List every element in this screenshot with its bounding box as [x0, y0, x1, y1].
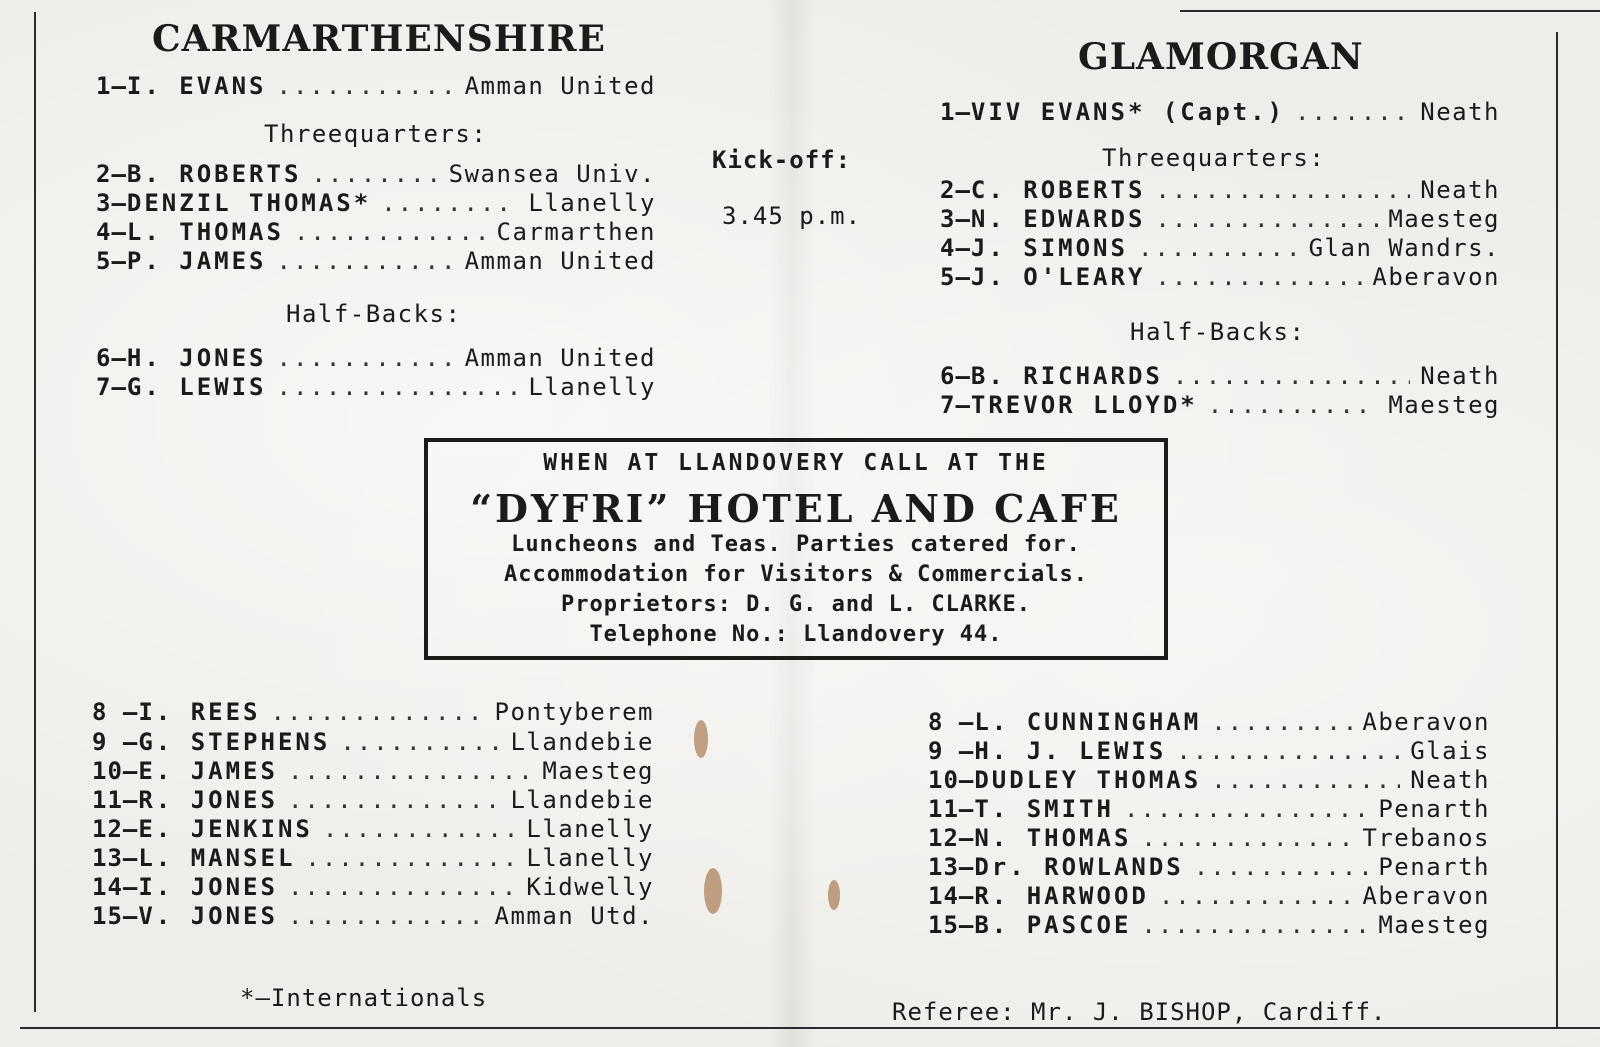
advert-hotel-name: “DYFRI” HOTEL AND CAFE	[470, 486, 1122, 531]
glamorgan-player-row	[940, 391, 1500, 421]
player-name: I. JONES	[138, 873, 278, 901]
dot-leader	[1138, 234, 1299, 262]
player-club: Neath	[1410, 766, 1490, 794]
player-number: 3—	[96, 189, 127, 217]
player-name: J. SIMONS	[970, 234, 1128, 262]
player-name: Dr. ROWLANDS	[974, 853, 1184, 881]
player-number: 8 —	[928, 708, 975, 736]
player-number: 9 —	[928, 737, 975, 765]
internationals-footnote: *—Internationals	[240, 984, 488, 1012]
player-club: Neath	[1420, 362, 1500, 390]
player-name: E. JENKINS	[138, 815, 313, 843]
player-number: 6—	[940, 362, 971, 390]
player-number: 11—	[928, 795, 975, 823]
carmarthenshire-player-row	[96, 218, 656, 248]
player-name: R. HARWOOD	[974, 882, 1149, 910]
player-number: 15—	[92, 902, 139, 930]
player-name: I. EVANS	[126, 72, 267, 100]
player-number: 7—	[96, 373, 127, 401]
glamorgan-player-row	[928, 824, 1490, 854]
player-club: Llanelly	[528, 373, 656, 401]
top-border-rule	[1180, 10, 1600, 12]
carmarthenshire-player-row	[96, 189, 656, 219]
player-club: Llandebie	[510, 786, 654, 814]
glamorgan-threequarters-label: Threequarters:	[1102, 144, 1326, 172]
dot-leader	[277, 247, 455, 275]
player-club: Amman United	[464, 344, 656, 372]
player-number: 15—	[928, 911, 975, 939]
advert-headline: WHEN AT LLANDOVERY CALL AT THE	[543, 450, 1049, 476]
dot-leader	[288, 902, 485, 930]
carmarthenshire-player-row	[92, 844, 654, 874]
dot-leader	[277, 373, 519, 401]
player-club: Aberavon	[1372, 263, 1500, 291]
player-number: 13—	[928, 853, 975, 881]
player-number: 12—	[928, 824, 975, 852]
glamorgan-player-row	[940, 263, 1500, 293]
player-number: 12—	[92, 815, 139, 843]
player-name: L. THOMAS	[126, 218, 284, 246]
player-club: Trebanos	[1362, 824, 1490, 852]
dot-leader	[288, 786, 501, 814]
player-number: 14—	[928, 882, 975, 910]
left-border-rule	[34, 12, 36, 1012]
player-club: Llanelly	[526, 815, 654, 843]
dot-leader	[1208, 391, 1379, 419]
player-club: Llanelly	[526, 844, 654, 872]
player-name: H. JONES	[126, 344, 267, 372]
dot-leader	[1194, 853, 1369, 881]
glamorgan-player-row	[940, 205, 1500, 235]
player-name: V. JONES	[138, 902, 278, 930]
carmarthenshire-player-row	[92, 815, 654, 845]
player-club: Amman Utd.	[494, 902, 654, 930]
dot-leader	[311, 160, 438, 188]
player-club: Aberavon	[1362, 882, 1490, 910]
player-name: G. LEWIS	[126, 373, 267, 401]
dot-leader	[305, 844, 516, 872]
player-number: 4—	[96, 218, 127, 246]
dot-leader	[271, 698, 485, 726]
glamorgan-player-row	[940, 234, 1500, 264]
dot-leader	[1176, 737, 1400, 765]
player-number: 2—	[940, 176, 971, 204]
player-club: Neath	[1420, 98, 1500, 126]
player-club: Swansea Univ.	[448, 160, 656, 188]
dot-leader	[1173, 362, 1410, 390]
glamorgan-player-row	[928, 708, 1490, 738]
player-name: G. STEPHENS	[138, 728, 331, 756]
player-name: J. O'LEARY	[970, 263, 1146, 291]
player-name: T. SMITH	[974, 795, 1114, 823]
player-club: Carmarthen	[496, 218, 656, 246]
glamorgan-player-row	[928, 911, 1490, 941]
dot-leader	[277, 72, 455, 100]
player-club: Penarth	[1378, 853, 1490, 881]
player-club: Penarth	[1378, 795, 1490, 823]
dot-leader	[340, 728, 500, 756]
player-name: C. ROBERTS	[970, 176, 1146, 204]
carmarthenshire-player-row	[92, 902, 654, 932]
player-number: 8 —	[92, 698, 139, 726]
player-name: TREVOR LLOYD*	[970, 391, 1198, 419]
player-number: 9 —	[92, 728, 139, 756]
player-club: Kidwelly	[526, 873, 654, 901]
player-club: Amman United	[464, 72, 656, 100]
player-name: P. JAMES	[126, 247, 267, 275]
player-name: B. ROBERTS	[126, 160, 302, 188]
player-number: 7—	[940, 391, 971, 419]
dot-leader	[323, 815, 517, 843]
referee-line: Referee: Mr. J. BISHOP, Cardiff.	[892, 998, 1387, 1026]
player-name: N. THOMAS	[974, 824, 1132, 852]
right-border-rule	[1556, 32, 1558, 1027]
hotel-advert-box	[424, 438, 1168, 660]
player-number: 1—	[96, 72, 127, 100]
glamorgan-player-row	[940, 98, 1500, 128]
player-name: I. REES	[138, 698, 261, 726]
stain-mark	[704, 868, 722, 914]
glamorgan-player-row	[928, 766, 1490, 796]
player-number: 3—	[940, 205, 971, 233]
player-club: Maesteg	[1388, 391, 1500, 419]
player-name: L. CUNNINGHAM	[974, 708, 1202, 736]
player-name: H. J. LEWIS	[974, 737, 1167, 765]
player-club: Aberavon	[1362, 708, 1490, 736]
carmarthenshire-player-row	[92, 698, 654, 728]
player-name: E. JAMES	[138, 757, 278, 785]
player-number: 13—	[92, 844, 139, 872]
player-club: Glais	[1410, 737, 1490, 765]
glamorgan-player-row	[928, 737, 1490, 767]
glamorgan-player-row	[928, 882, 1490, 912]
glamorgan-player-row	[928, 795, 1490, 825]
carmarthenshire-player-row	[96, 247, 656, 277]
dot-leader	[1155, 176, 1410, 204]
player-club: Amman United	[464, 247, 656, 275]
player-number: 10—	[92, 757, 139, 785]
stain-mark	[828, 880, 840, 910]
carmarthenshire-threequarters-label: Threequarters:	[264, 120, 488, 148]
glamorgan-player-row	[928, 853, 1490, 883]
dot-leader	[288, 873, 516, 901]
dot-leader	[294, 218, 487, 246]
player-number: 10—	[928, 766, 975, 794]
player-number: 6—	[96, 344, 127, 372]
carmarthenshire-player-row	[96, 160, 656, 190]
dot-leader	[1141, 824, 1352, 852]
player-name: B. RICHARDS	[970, 362, 1163, 390]
dot-leader	[277, 344, 455, 372]
player-club: Llanelly	[528, 189, 656, 217]
player-number: 1—	[940, 98, 971, 126]
carmarthenshire-player-row	[96, 344, 656, 374]
dot-leader	[1124, 795, 1368, 823]
dot-leader	[381, 189, 518, 217]
kickoff-time: 3.45 p.m.	[722, 202, 862, 230]
carmarthenshire-player-row	[92, 873, 654, 903]
player-club: Maesteg	[1378, 911, 1490, 939]
carmarthenshire-player-row	[92, 786, 654, 816]
advert-line: Accommodation for Visitors & Commercials.	[503, 562, 1089, 587]
dot-leader	[1211, 766, 1400, 794]
glamorgan-player-row	[940, 362, 1500, 392]
kickoff-label: Kick-off:	[712, 146, 852, 174]
carmarthenshire-halfbacks-label: Half-Backs:	[286, 300, 462, 328]
player-club: Pontyberem	[494, 698, 654, 726]
glamorgan-halfbacks-label: Half-Backs:	[1130, 318, 1306, 346]
player-name: L. MANSEL	[138, 844, 296, 872]
player-name: N. EDWARDS	[970, 205, 1146, 233]
advert-line: Proprietors: D. G. and L. CLARKE.	[560, 592, 1032, 617]
stain-mark	[694, 720, 708, 758]
advert-line: Telephone No.: Llandovery 44.	[589, 622, 1003, 647]
player-number: 4—	[940, 234, 971, 262]
player-club: Maesteg	[542, 757, 654, 785]
player-name: DUDLEY THOMAS	[974, 766, 1202, 794]
carmarthenshire-player-row	[92, 757, 654, 787]
glamorgan-title: GLAMORGAN	[1078, 36, 1364, 78]
bottom-border-rule	[20, 1027, 1600, 1029]
dot-leader	[1159, 882, 1353, 910]
carmarthenshire-player-row	[96, 373, 656, 403]
dot-leader	[1141, 911, 1368, 939]
player-name: B. PASCOE	[974, 911, 1132, 939]
dot-leader	[1211, 708, 1352, 736]
advert-line: Luncheons and Teas. Parties catered for.	[511, 532, 1081, 557]
player-number: 5—	[96, 247, 127, 275]
dot-leader	[1155, 263, 1362, 291]
player-number: 11—	[92, 786, 139, 814]
carmarthenshire-title: CARMARTHENSHIRE	[152, 18, 606, 60]
dot-leader	[288, 757, 532, 785]
carmarthenshire-player-row	[96, 72, 656, 102]
player-club: Maesteg	[1388, 205, 1500, 233]
player-club: Neath	[1420, 176, 1500, 204]
player-number: 5—	[940, 263, 971, 291]
dot-leader	[1155, 205, 1378, 233]
player-name: VIV EVANS* (Capt.)	[970, 98, 1285, 126]
player-number: 2—	[96, 160, 127, 188]
player-club: Glan Wandrs.	[1308, 234, 1500, 262]
player-number: 14—	[92, 873, 139, 901]
player-name: R. JONES	[138, 786, 278, 814]
player-club: Llandebie	[510, 728, 654, 756]
carmarthenshire-player-row	[92, 728, 654, 758]
dot-leader	[1295, 98, 1410, 126]
glamorgan-player-row	[940, 176, 1500, 206]
player-name: DENZIL THOMAS*	[126, 189, 372, 217]
